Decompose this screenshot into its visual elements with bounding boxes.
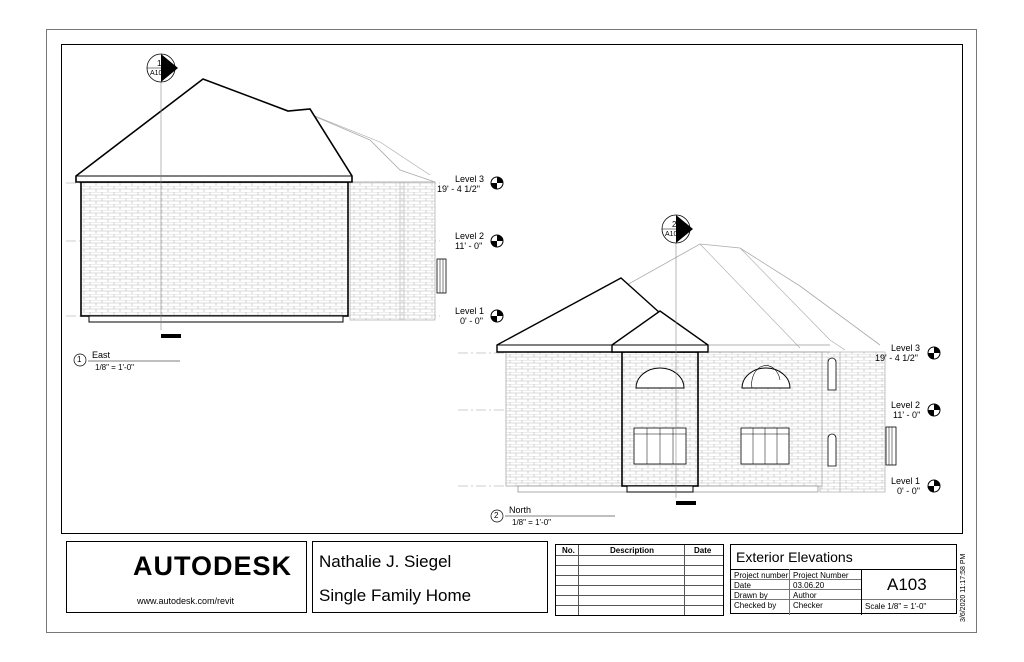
north-level-3-name[interactable]: Level 3: [891, 343, 921, 353]
field-date-value[interactable]: 03.06.20: [793, 581, 825, 590]
project-panel: [312, 541, 548, 613]
sheet-scale: Scale 1/8" = 1'-0": [865, 602, 927, 611]
east-callout-sheet[interactable]: A102: [150, 70, 167, 77]
east-callout-number: 1: [157, 59, 162, 68]
north-view-scale: 1/8" = 1'-0": [512, 518, 552, 527]
field-project-number-label: Project number: [734, 571, 789, 580]
north-level-2-elevation: 11' - 0": [893, 410, 921, 420]
north-callout-number: 2: [672, 220, 677, 229]
autodesk-logo-text: AUTODESK: [133, 551, 293, 581]
field-drawn-by-label: Drawn by: [734, 591, 768, 600]
east-view-number: 1: [77, 355, 82, 364]
rev-header-description: Description: [610, 546, 655, 555]
print-timestamp: 3/6/2020 11:17:58 PM: [960, 553, 967, 622]
north-level-1-name[interactable]: Level 1: [891, 476, 921, 486]
field-checked-by-value[interactable]: Checker: [793, 601, 823, 610]
sheet-name: Exterior Elevations: [736, 549, 853, 565]
sheet-info-panel: [730, 544, 957, 614]
east-elevation: [66, 54, 446, 338]
east-level-2-elevation: 11' - 0": [455, 241, 483, 251]
rev-header-no: No.: [562, 546, 575, 555]
north-callout-sheet[interactable]: A102: [665, 231, 682, 238]
field-date-label: Date: [734, 581, 751, 590]
client-name: Nathalie J. Siegel: [319, 552, 452, 571]
east-level-3-name[interactable]: Level 3: [455, 174, 485, 184]
project-name: Single Family Home: [319, 586, 472, 605]
logo-panel: [66, 541, 307, 613]
field-drawn-by-value[interactable]: Author: [793, 591, 817, 600]
rev-header-date: Date: [694, 546, 712, 555]
east-level-1-name[interactable]: Level 1: [455, 306, 485, 316]
east-level-2-name[interactable]: Level 2: [455, 231, 485, 241]
east-view-scale: 1/8" = 1'-0": [95, 363, 135, 372]
sheet-number: A103: [887, 575, 927, 594]
revision-table: [555, 544, 724, 616]
east-view-title[interactable]: East: [92, 350, 111, 360]
field-project-number-value[interactable]: Project Number: [793, 571, 849, 580]
north-level-3-elevation: 19' - 4 1/2": [875, 353, 918, 363]
field-checked-by-label: Checked by: [734, 601, 777, 610]
north-elevation: [458, 215, 896, 505]
north-view-number: 2: [494, 511, 499, 520]
east-level-1-elevation: 0' - 0": [460, 316, 483, 326]
autodesk-url[interactable]: www.autodesk.com/revit: [137, 596, 235, 606]
north-view-title[interactable]: North: [509, 505, 532, 515]
east-level-3-elevation: 19' - 4 1/2": [437, 184, 480, 194]
north-level-2-name[interactable]: Level 2: [891, 400, 921, 410]
north-level-1-elevation: 0' - 0": [897, 486, 920, 496]
